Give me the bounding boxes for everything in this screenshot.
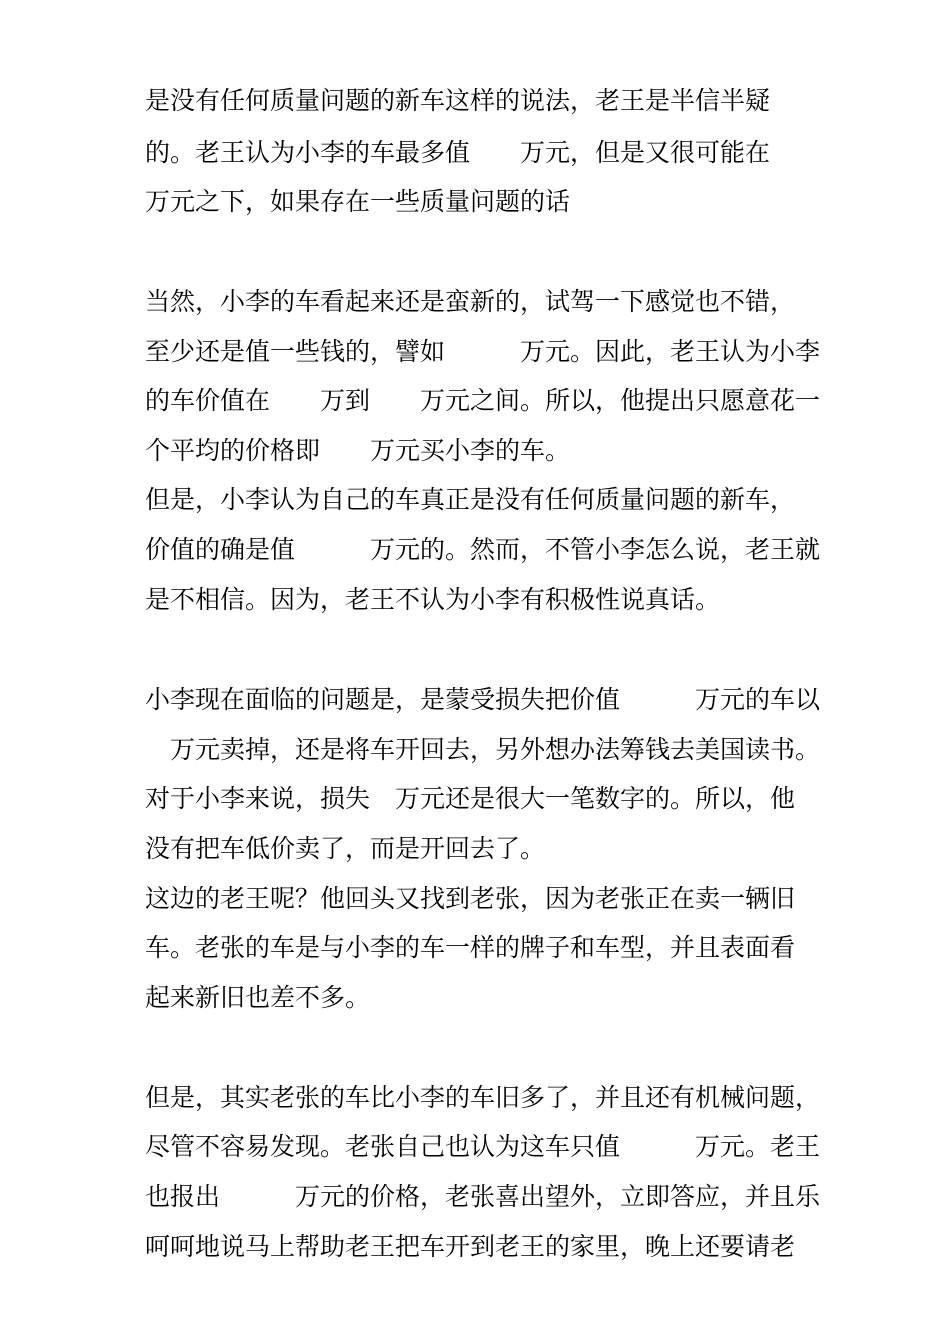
text-line: 呵呵地说马上帮助老王把车开到老王的家里，晚上还要请老 — [145, 1232, 796, 1261]
text-line: 万元之下，如果存在一些质量问题的话 — [145, 187, 571, 216]
text-line: 当然，小李的车看起来还是蛮新的，试驾一下感觉也不错， — [145, 287, 796, 316]
text-line: 是没有任何质量问题的新车这样的说法，老王是半信半疑 — [145, 86, 771, 115]
text-line: 但是，其实老张的车比小李的车旧多了，并且还有机械问题， — [145, 1083, 821, 1112]
text-line: 但是，小李认为自己的车真正是没有任何质量问题的新车， — [145, 485, 796, 514]
text-line: 的车价值在 万到 万元之间。所以，他提出只愿意花一 — [145, 386, 821, 415]
text-line: 个平均的价格即 万元买小李的车。 — [145, 436, 571, 465]
text-line: 尽管不容易发现。老张自己也认为这车只值 万元。老王 — [145, 1132, 821, 1161]
text-line: 至少还是值一些钱的，譬如 万元。因此，老王认为小李 — [145, 337, 821, 366]
text-line: 车。老张的车是与小李的车一样的牌子和车型，并且表面看 — [145, 933, 796, 962]
text-line: 小李现在面临的问题是，是蒙受损失把价值 万元的车以 — [145, 685, 821, 714]
text-line: 对于小李来说，损失 万元还是很大一笔数字的。所以，他 — [145, 784, 796, 813]
text-line: 万元卖掉，还是将车开回去，另外想办法筹钱去美国读书。 — [145, 735, 821, 764]
text-line: 这边的老王呢？他回头又找到老张，因为老张正在卖一辆旧 — [145, 884, 796, 913]
text-line: 的。老王认为小李的车最多值 万元，但是又很可能在 — [145, 138, 771, 167]
text-line: 没有把车低价卖了，而是开回去了。 — [145, 834, 546, 863]
text-line: 是不相信。因为，老王不认为小李有积极性说真话。 — [145, 585, 721, 614]
text-line: 价值的确是值 万元的。然而，不管小李怎么说，老王就 — [145, 535, 821, 564]
text-line: 起来新旧也差不多。 — [145, 983, 371, 1012]
text-line: 也报出 万元的价格，老张喜出望外，立即答应，并且乐 — [145, 1182, 821, 1211]
